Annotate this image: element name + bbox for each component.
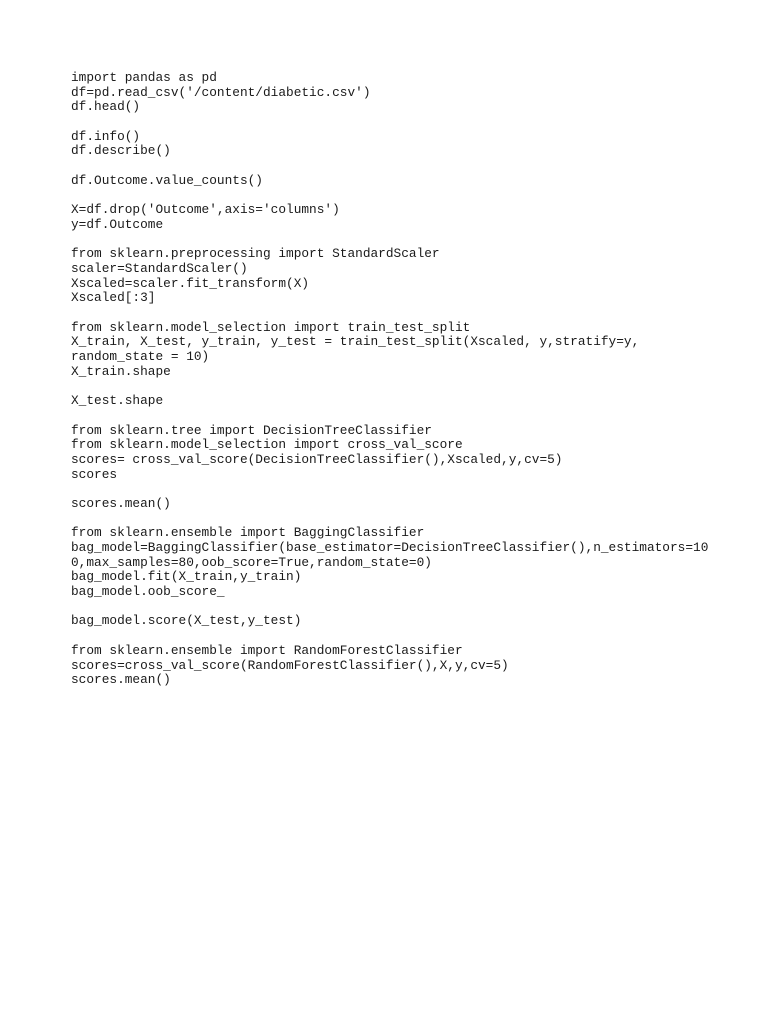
code-block <box>71 394 731 409</box>
code-line: from sklearn.preprocessing import StandardScaler <box>71 246 440 262</box>
code-line: scores=cross_val_score(RandomForestClassifier(),X,y,cv=5) <box>71 657 509 673</box>
code-line: from sklearn.ensemble import RandomForestClassifier <box>71 642 463 658</box>
code-line: scaler=StandardScaler() <box>71 260 248 276</box>
code-line: df.describe() <box>71 143 171 159</box>
code-block <box>71 203 731 232</box>
code-line: df.head() <box>71 99 141 115</box>
code-block <box>71 174 731 189</box>
code-block <box>71 526 731 599</box>
code-block <box>71 247 731 306</box>
code-line: Xscaled=scaler.fit_transform(X) <box>71 275 310 291</box>
code-block <box>71 644 731 688</box>
code-block <box>71 321 731 380</box>
code-line: scores <box>71 466 118 482</box>
code-line: bag_model.score(X_test,y_test) <box>71 613 302 629</box>
code-line: X_train, X_test, y_train, y_test = train_test_split(Xscaled, y,stratify=y, <box>71 334 640 350</box>
code-line: from sklearn.model_selection import train_test_split <box>71 319 471 335</box>
code-line: scores.mean() <box>71 495 171 511</box>
code-line: bag_model=BaggingClassifier(base_estimator=DecisionTreeClassifier(),n_estimators=10 <box>71 540 709 555</box>
code-line: X_test.shape <box>71 393 164 409</box>
code-line: import pandas as pd <box>71 70 217 85</box>
code-line: scores= cross_val_score(DecisionTreeClassifier(),Xscaled,y,cv=5) <box>71 451 563 467</box>
code-line: df.info() <box>71 128 141 144</box>
code-line: bag_model.oob_score_ <box>71 584 225 600</box>
code-line: bag_model.fit(X_train,y_train) <box>71 569 302 585</box>
code-line: random_state = 10) <box>71 349 210 365</box>
code-line: 0,max_samples=80,oob_score=True,random_state=0) <box>71 554 432 570</box>
code-line: y=df.Outcome <box>71 216 164 232</box>
code-block <box>71 130 731 159</box>
code-block <box>71 424 731 483</box>
code-line: X=df.drop('Outcome',axis='columns') <box>71 202 340 218</box>
code-line: X_train.shape <box>71 363 171 379</box>
code-block <box>71 497 731 512</box>
code-listing <box>71 71 731 703</box>
code-line: from sklearn.model_selection import cross_val_score <box>71 437 463 453</box>
code-line: Xscaled[:3] <box>71 290 156 306</box>
code-line: from sklearn.tree import DecisionTreeClassifier <box>71 422 432 438</box>
code-line: from sklearn.ensemble import BaggingClassifier <box>71 525 425 541</box>
code-block <box>71 614 731 629</box>
code-line: df.Outcome.value_counts() <box>71 172 263 188</box>
code-block <box>71 71 731 115</box>
code-line: df=pd.read_csv('/content/diabetic.csv') <box>71 84 371 100</box>
code-line: scores.mean() <box>71 672 171 688</box>
